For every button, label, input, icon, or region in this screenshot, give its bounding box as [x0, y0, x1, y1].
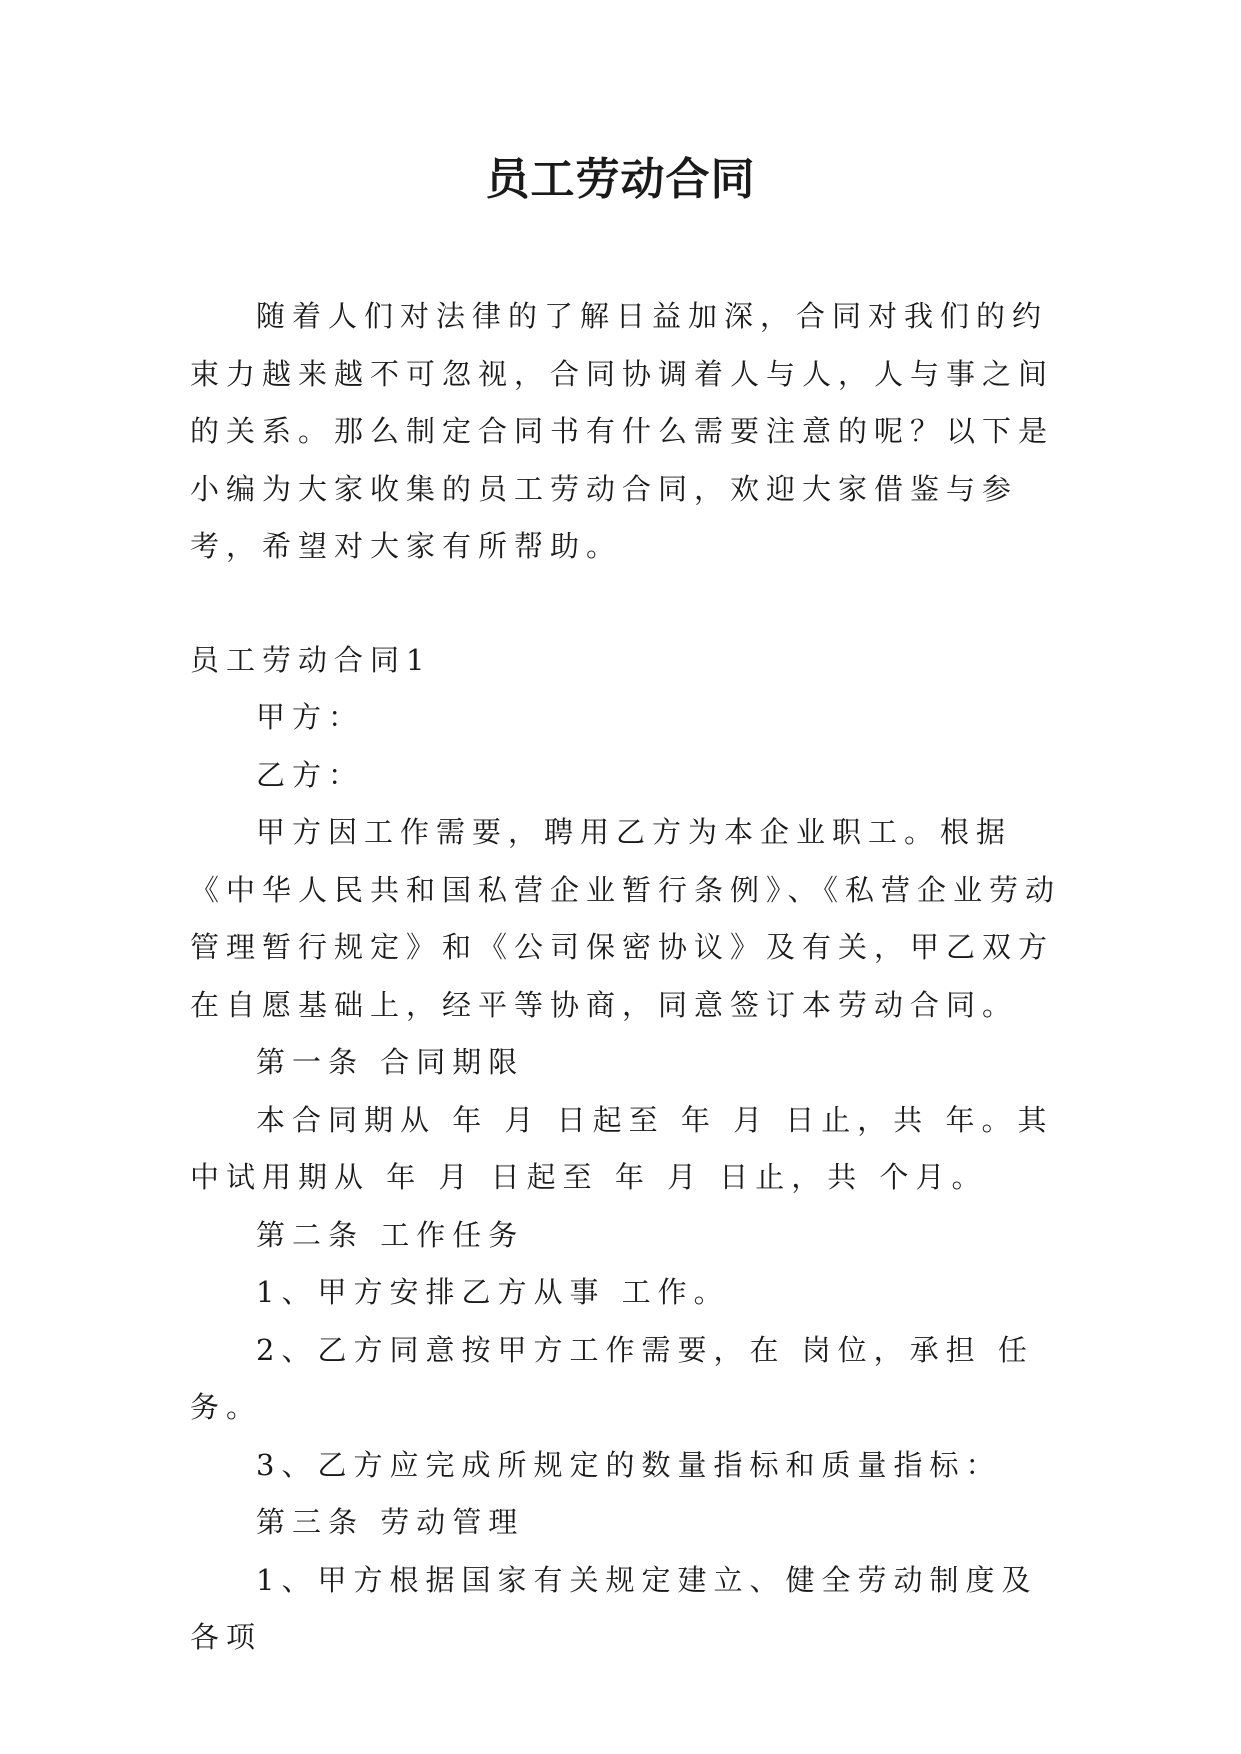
document-body: [190, 288, 1070, 1667]
party-a-line: 甲方：: [256, 700, 365, 734]
article-3-item-1: 1、甲方根据国家有关规定建立、健全劳动制度及各项: [190, 1562, 1038, 1654]
intro-paragraph: 随着人们对法律的了解日益加深，合同对我们的约束力越来越不可忽视，合同协调着人与人，人与事之间的关系。那么制定合同书有什么需要注意的呢？以下是小编为大家收集的员工劳动合同，欢迎大家借鉴与参考，希望对大家有所帮助。: [190, 299, 1055, 563]
article-2-item-1: 1、甲方安排乙方从事 工作。: [256, 1275, 730, 1309]
article-2-item-3: 3、乙方应完成所规定的数量指标和质量指标：: [256, 1447, 1002, 1482]
article-2-item-2: 2、乙方同意按甲方工作需要，在 岗位，承担 任务。: [190, 1332, 1034, 1424]
party-b-line: 乙方：: [256, 757, 365, 792]
article-1-text: 本合同期从 年 月 日起至 年 月 日止，共 年。其中试用期从 年 月 日起至 年 月 日止，共 个月。: [190, 1102, 1054, 1194]
spacer: [190, 576, 1070, 632]
article-1-heading: 第一条 合同期限: [256, 1045, 525, 1079]
article-3-heading: 第三条 劳动管理: [256, 1505, 525, 1539]
document-title: 员工劳动合同: [485, 154, 756, 205]
article-2-heading: 第二条 工作任务: [256, 1217, 525, 1252]
contract-heading: 员工劳动合同1: [190, 642, 432, 677]
preamble-paragraph: 甲方因工作需要，聘用乙方为本企业职工。根据《中华人民共和国私营企业暂行条例》、《私营企业劳动管理暂行规定》和《公司保密协议》及有关，甲乙双方在自愿基础上，经平等协商，同意签订本劳动合同。: [190, 815, 1062, 1022]
